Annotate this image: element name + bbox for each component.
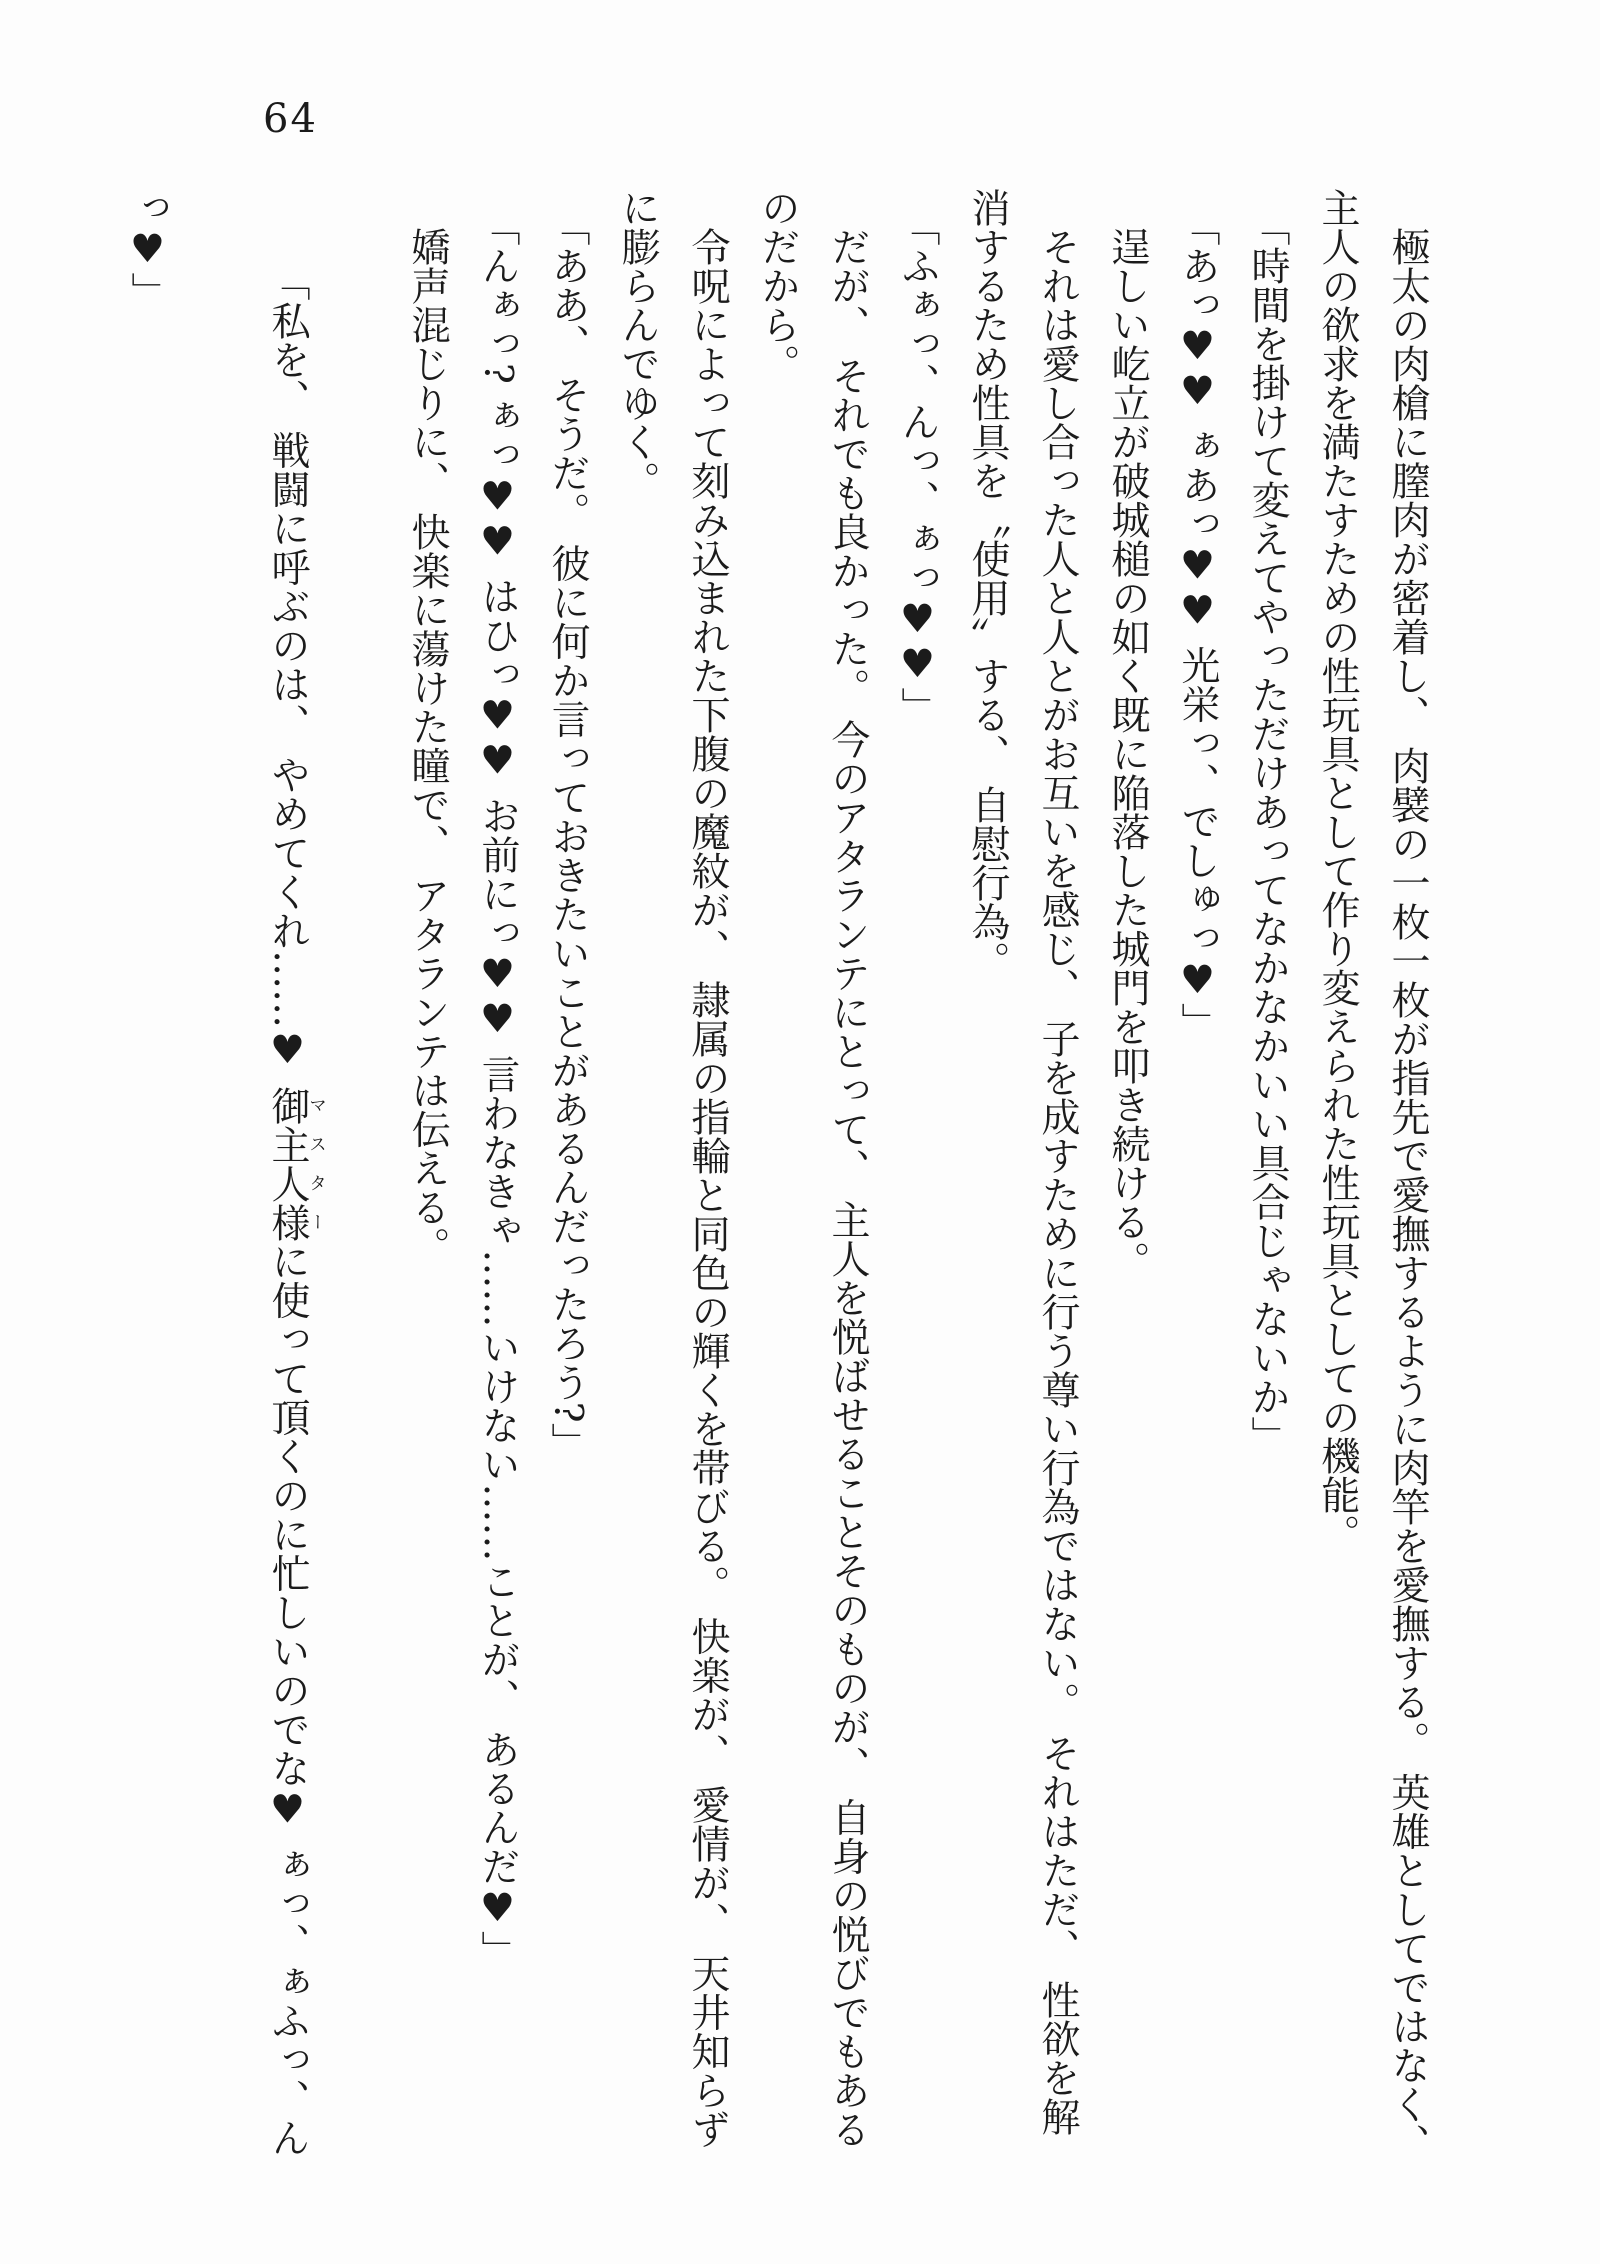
text-line: 「時間を掛けて変えてやっただけあってなかなかいい具合じゃないか」 [1245,207,1290,1455]
text-line: だが、 それでも良かった。 今のアタランテにとって、 主人を悦ばせることそのものが、 自身の悦びでもある [825,227,870,2149]
text-line: 逞しい屹立が破城槌の如く既に陥落した城門を叩き続ける。 [1105,227,1150,1280]
text-line: それは愛し合った人と人とがお互いを感じ、 子を成すために行う尊い行為ではない。 それはただ、 性欲を解 [1035,227,1080,2137]
text-line: 嬌声混じりに、 快楽に蕩けた瞳で、 アタランテは伝える。 [405,227,450,1266]
text-line: に膨らんでゆく。 [615,188,660,500]
text-line: のだから。 [755,188,800,383]
ruby-base: 御主人様 [265,1085,310,1242]
page-number: 64 [263,96,318,142]
text-line: 主人の欲求を満たすための性玩具として作り変えられた性玩具としての機能。 [1315,188,1360,1553]
text-line: 「ああ、 そうだ。 彼に何か言っておきたいことがあるんだったろう?」 [545,207,590,1462]
text-line: 極太の肉槍に膣肉が密着し、 肉襞の一枚一枚が指先で愛撫するように肉竿を愛撫する。 英雄としてではなく、 [1385,227,1430,2163]
text-line [182,188,392,2218]
text-area [112,188,1442,2218]
text-line: 令呪によって刻み込まれた下腹の魔紋が、 隷属の指輪と同色の輝くを帯びる。 快楽が、 愛情が、 天井知らず [685,227,730,2149]
ruby-text: マスター [306,1085,327,1242]
text-line: っ♥」 [125,188,170,311]
text-line: 「あっ♥♥ ぁあっ♥♥ 光栄っ、でしゅっ♥」 [1175,207,1220,1042]
text-segment: 「私を、 戦闘に呼ぶのは、 やめてくれ……♥ [265,262,310,1086]
text-segment: に使って頂くのに忙しいのでな♥ ぁっ、ぁふっ、ん [265,1241,310,2157]
text-line: 「ふぁっ、んっ、ぁっ♥♥」 [895,207,940,726]
text-line: 「んぁっ? ぁっ♥♥ はひっ♥♥ お前にっ♥♥ 言わなきゃ……いけない……ことが、 あるんだ♥」 [475,207,520,1970]
ruby-annotation [265,1085,327,1242]
text-line: 消するため性具を〝使用〟する、 自慰行為。 [965,188,1010,981]
